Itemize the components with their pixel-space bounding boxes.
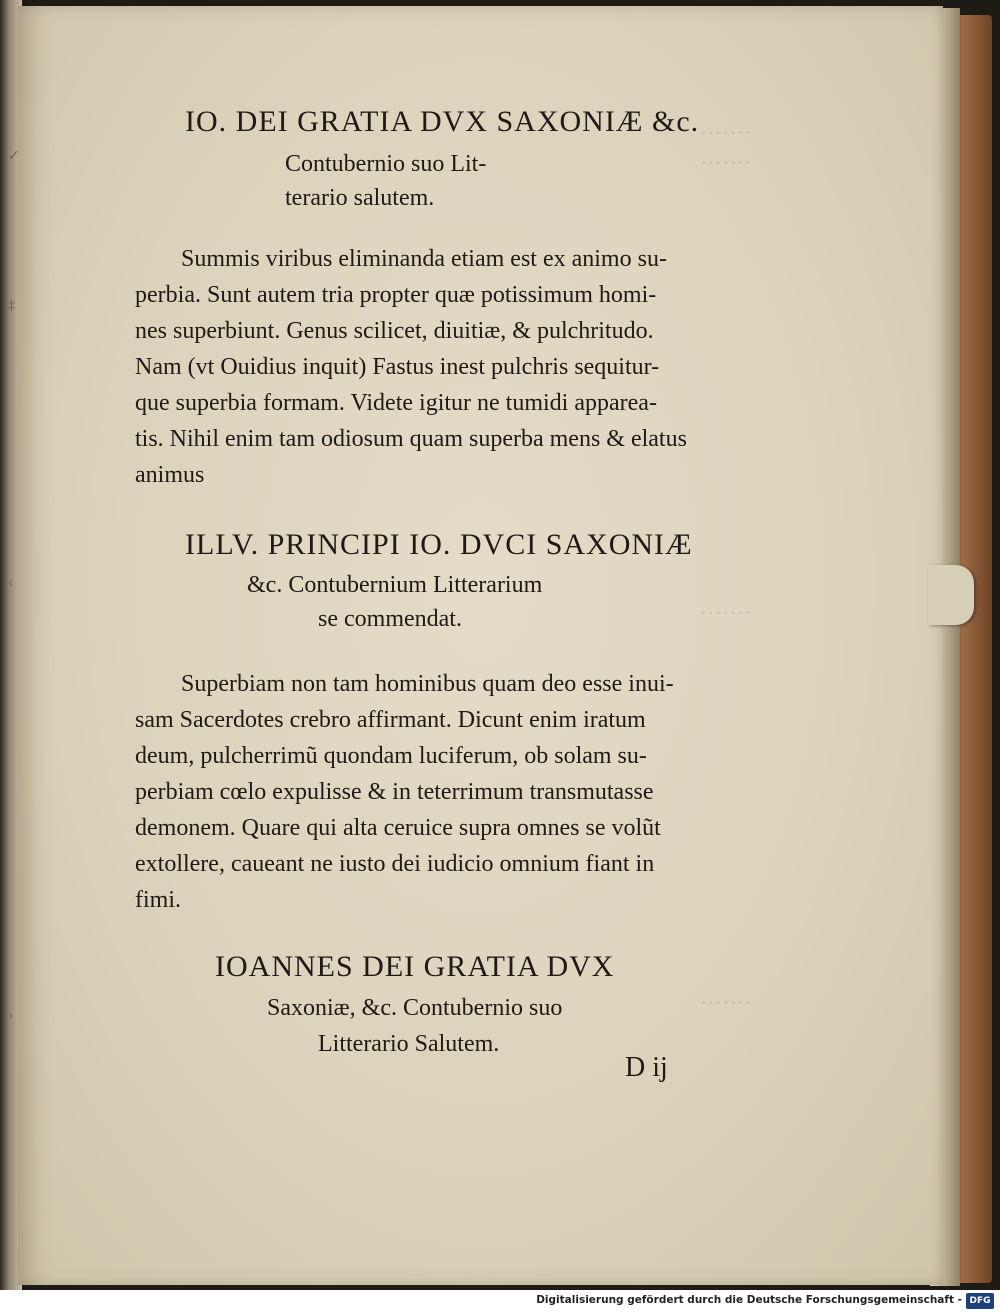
body-line: perbiam cœlo expulisse & in teterrimum transmutasse <box>135 779 654 805</box>
section-2-subline: se commendat. <box>318 606 462 632</box>
gutter-mark-icon: ‹ <box>8 575 14 591</box>
section-3-heading: IOANNES DEI GRATIA DVX <box>215 950 615 983</box>
body-line: nes superbiunt. Genus scilicet, diuitiæ, & pulchritudo. <box>135 318 654 344</box>
body-line: Superbiam non tam hominibus quam deo esse inui- <box>181 671 674 697</box>
bleed-through: ······· <box>700 600 752 625</box>
section-3 <box>135 950 715 1062</box>
section-1-subline: Contubernio suo Lit- <box>285 151 487 177</box>
page-tab <box>928 565 974 625</box>
section-3-subline: Litterario Salutem. <box>318 1031 500 1057</box>
section-1-heading: IO. DEI GRATIA DVX SAXONIÆ &c. <box>185 105 700 138</box>
bleed-through: ······· <box>700 120 752 145</box>
section-2-body <box>135 666 715 918</box>
body-line: perbia. Sunt autem tria propter quæ potissimum homi- <box>135 282 657 308</box>
section-2-subline: &c. Contubernium Litterarium <box>247 572 543 598</box>
body-line: fimi. <box>135 887 181 913</box>
body-line: demonem. Quare qui alta ceruice supra omnes se volũt <box>135 815 661 841</box>
signature-mark: D ij <box>625 1052 668 1083</box>
bleed-through: ······· <box>700 990 752 1015</box>
gutter-mark-icon: › <box>8 1008 14 1024</box>
body-line: deum, pulcherrimũ quondam luciferum, ob solam su- <box>135 743 647 769</box>
gutter-mark-icon: ✓ <box>8 148 20 164</box>
body-line: tis. Nihil enim tam odiosum quam superba mens & elatus <box>135 426 687 452</box>
section-2-heading: ILLV. PRINCIPI IO. DVCI SAXONIÆ <box>185 528 693 561</box>
section-1 <box>135 105 715 493</box>
footer-credit: Digitalisierung gefördert durch die Deutsche Forschungsgemeinschaft - <box>536 1294 962 1306</box>
footer-bar <box>0 1290 1000 1313</box>
body-line: sam Sacerdotes crebro affirmant. Dicunt enim iratum <box>135 707 646 733</box>
body-line: animus <box>135 462 205 488</box>
dfg-logo-icon[interactable]: DFG <box>966 1293 994 1309</box>
section-3-subline: Saxoniæ, &c. Contubernio suo <box>267 995 563 1021</box>
bleed-through: ······· <box>700 150 752 175</box>
body-line: Nam (vt Ouidius inquit) Fastus inest pulchris sequitur- <box>135 354 660 380</box>
body-line: Summis viribus eliminanda etiam est ex animo su- <box>181 246 667 272</box>
body-line: que superbia formam. Videte igitur ne tumidi apparea- <box>135 390 657 416</box>
section-1-body <box>135 241 715 493</box>
section-2 <box>135 528 715 918</box>
section-1-subline: terario salutem. <box>285 185 435 211</box>
gutter-mark-icon: ‡ <box>8 298 15 314</box>
body-line: extollere, caueant ne iusto dei iudicio omnium fiant in <box>135 851 655 877</box>
